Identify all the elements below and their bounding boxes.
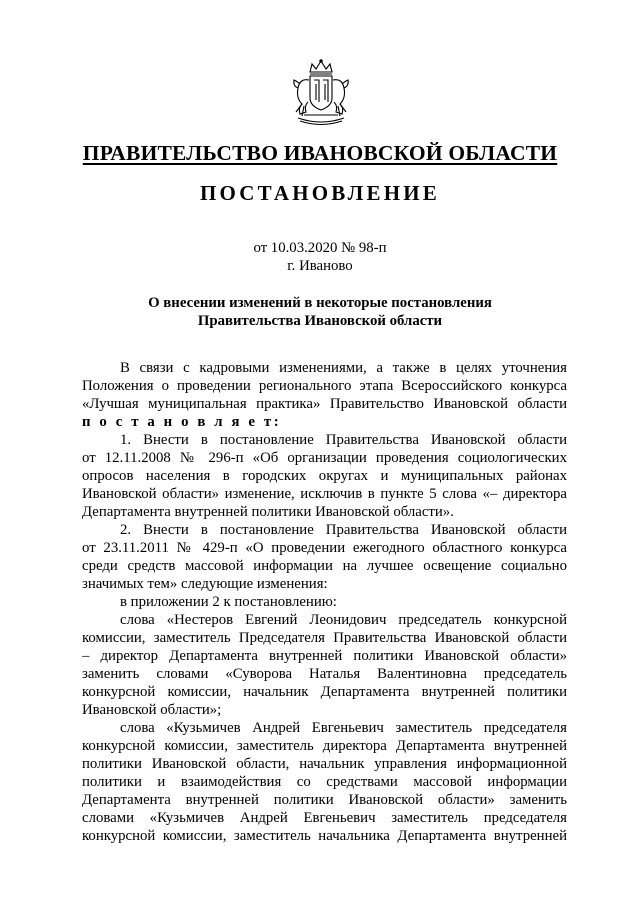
body-line: слова «Кузьмичев Андрей Евгеньевич заместитель председателя xyxy=(120,720,567,736)
body-line: слова «Нестеров Евгений Леонидович председатель конкурсной xyxy=(120,612,567,628)
body-line: Ивановской области» изменение, исключив в пункте 5 слова «– директора xyxy=(82,486,567,502)
body-line: конкурсной комиссии, начальник Департамента внутренней политики xyxy=(82,684,567,700)
body-line: опросов населения в городских округах и муниципальных районах xyxy=(82,468,567,484)
body-line: в приложении 2 к постановлению: xyxy=(120,594,337,610)
body-line: 2. Внести в постановление Правительства Ивановской области xyxy=(120,522,567,538)
body-line: В связи с кадровыми изменениями, а также в целях уточнения xyxy=(120,360,567,376)
body-line: от 12.11.2008 № 296-п «Об организации проведения социологических xyxy=(82,450,567,466)
coat-of-arms-icon xyxy=(290,58,352,126)
body-line: Ивановской области»; xyxy=(82,702,222,718)
body-line: словами «Кузьмичев Андрей Евгеньевич заместитель председателя xyxy=(82,810,567,826)
subject-line: Правительства Ивановской области xyxy=(197,313,443,329)
document-type: ПОСТАНОВЛЕНИЕ xyxy=(199,181,441,205)
body-line: заменить словами «Суворова Наталья Валентиновна председатель xyxy=(82,666,567,682)
body-line: «Лучшая муниципальная практика» Правительство Ивановской области xyxy=(82,396,567,412)
body-line: от 23.11.2011 № 429-п «О проведении ежегодного областного конкурса xyxy=(82,540,567,556)
body-line: п о с т а н о в л я е т: xyxy=(82,414,282,430)
document-date-number: от 10.03.2020 № 98-п xyxy=(253,240,387,256)
body-line: Департамента внутренней политики Ивановской области» заменить xyxy=(82,792,567,808)
body-line: конкурсной комиссии, заместитель директора Департамента внутренней xyxy=(82,738,567,754)
body-line: значимых тем» следующие изменения: xyxy=(82,576,328,592)
body-line: Департамента внутренней политики Ивановской области». xyxy=(82,504,454,520)
document-body xyxy=(82,359,567,845)
document-city: г. Иваново xyxy=(287,258,353,274)
body-line: – директор Департамента внутренней политики Ивановской области» xyxy=(82,648,567,664)
body-line: среди средств массовой информации на лучшее освещение социально xyxy=(82,558,567,574)
body-line: комиссии, заместитель Председателя Правительства Ивановской области xyxy=(82,630,567,646)
body-line: 1. Внести в постановление Правительства Ивановской области xyxy=(120,432,567,448)
government-title: ПРАВИТЕЛЬСТВО ИВАНОВСКОЙ ОБЛАСТИ xyxy=(82,141,558,165)
body-line: конкурсной комиссии, заместитель начальника Департамента внутренней xyxy=(82,828,567,844)
body-line: политики Ивановской области, начальник управления информационной xyxy=(82,756,567,772)
document-subject xyxy=(0,294,640,330)
body-line: Положения о проведении регионального этапа Всероссийского конкурса xyxy=(82,378,567,394)
body-line: политики и взаимодействия со средствами массовой информации xyxy=(82,774,567,790)
subject-line: О внесении изменений в некоторые постановления xyxy=(148,295,492,311)
